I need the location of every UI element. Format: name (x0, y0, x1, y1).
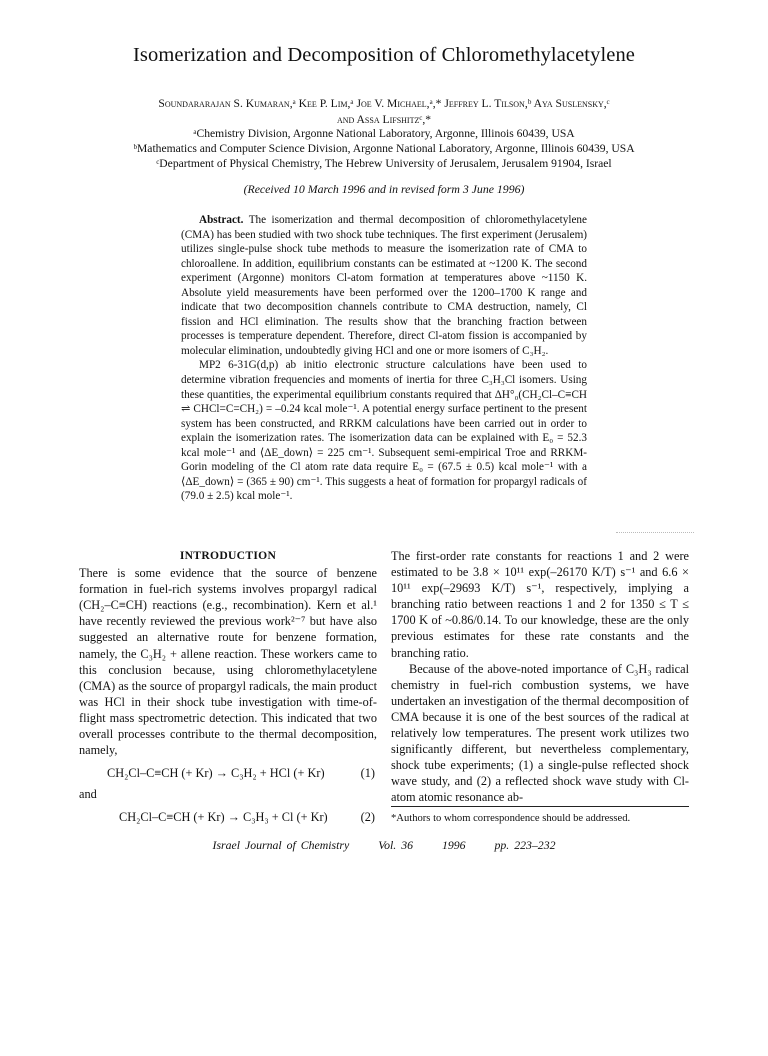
affiliations (60, 126, 708, 171)
author-list (80, 96, 688, 128)
right-paragraph-1: The first-order rate constants for reactions 1 and 2 were estimated to be 3.8 × 10¹¹ exp(–26170 K/T) s⁻¹ and 6.6 × 10¹¹ exp(–29693 K/T) s⁻¹, respectively, implying a branching ratio between reactions 1 and 2 for 1350 ≤ T ≤ 1700 K of ~0.86/0.14. To our knowledge, these are the only previous estimates for these rate constants and the branching ratio. (391, 549, 689, 660)
volume-number: Vol. 36 (378, 838, 413, 852)
equation-2 (79, 809, 377, 825)
and-connector: and (79, 787, 97, 802)
affiliation-a: ᵃChemistry Division, Argonne National Laboratory, Argonne, Illinois 60439, USA (193, 127, 575, 140)
abstract (181, 213, 587, 504)
affiliation-c: ᶜDepartment of Physical Chemistry, The Hebrew University of Jerusalem, Jerusalem 91904, Israel (156, 157, 612, 170)
author-line-2: and Assa Lifshitzᶜ,* (336, 113, 432, 126)
correspondence-footnote: *Authors to whom correspondence should be addressed. (391, 813, 631, 824)
publication-year: 1996 (441, 838, 466, 852)
equation-2-body: CH₂Cl–C≡CH (+ Kr) → C₃H₃ + Cl (+ Kr) (119, 810, 328, 825)
equation-1-body: CH₂Cl–C≡CH (+ Kr) → C₃H₂ + HCl (+ Kr) (107, 766, 325, 781)
footnote-rule (391, 806, 689, 807)
intro-paragraph: There is some evidence that the source of benzene formation in fuel-rich systems involves propargyl radical (CH₂–C≡CH) reactions (e.g., recombination). Kern et al.¹ have recently reviewed the previous work²⁻⁷ but have also suggested an alternative route for benzene formation, namely, the C₃H₂ + allene reaction. These workers came to this conclusion because, using chloromethylacetylene (CMA) as the source of propargyl radicals, the main product was HCl in their shock tube investigation with time-of-flight mass spectrometric detection. This indicated that two overall processes contribute to the thermal decomposition, namely, (79, 566, 377, 758)
abstract-paragraph-1: Abstract. The isomerization and thermal decomposition of chloromethylacetylene (CMA) has been studied with two shock tube techniques. The first experiment (Jerusalem) utilizes single-pulse shock tube methods to measure the isomerization rate of CMA to chloroallene. In addition, equilibrium constants can be estimated at ~1200 K. The second experiment (Argonne) monitors Cl-atom formation at temperatures above ~1150 K. Absolute yield measurements have been performed over the 1200–1700 K range and indicate that two decomposition channels contribute to CMA destruction, namely, Cl fission and HCl elimination. The results show that the branching fraction between processes is temperature dependent. Therefore, direct Cl-atom fission is accompanied by molecular elimination, undoubtedly giving HCl and one or more isomers of C₃H₂. (181, 214, 587, 357)
section-divider (616, 532, 694, 534)
right-column (391, 548, 689, 806)
left-column (79, 548, 377, 833)
article-title: Isomerization and Decomposition of Chloromethylacetylene (132, 44, 635, 66)
equation-2-number: (2) (360, 810, 375, 825)
equation-1 (79, 765, 377, 781)
page-range: pp. 223–232 (494, 838, 556, 852)
page-footer (0, 838, 768, 853)
section-heading-introduction: INTRODUCTION (179, 549, 277, 562)
received-dates: (Received 10 March 1996 and in revised form 3 June 1996) (243, 182, 525, 196)
affiliation-b: ᵇMathematics and Computer Science Division, Argonne National Laboratory, Argonne, Illinois 60439, USA (133, 142, 635, 155)
abstract-paragraph-2: MP2 6-31G(d,p) ab initio electronic structure calculations have been used to determine vibration frequencies and moments of inertia for three C₃H₃Cl isomers. Using these quantities, the experimental equilibrium constants required that ΔH°₀(CH₂Cl–C≡CH ⇌ CHCl=C=CH₂) = –0.24 kcal mole⁻¹. A potential energy surface pertinent to the present system has been constructed, and RRKM calculations have been carried out in order to explain the isomerization rates. The isomerization data can be explained with E₀ = 52.3 kcal mole⁻¹ and ⟨ΔE_down⟩ = 225 cm⁻¹. Subsequent semi-empirical Troe and RRKM-Gorin modeling of the Cl atom rate data require E₀ = (67.5 ± 0.5) kcal mole⁻¹ with a ⟨ΔE_down⟩ = (365 ± 90) cm⁻¹. This suggests a heat of formation for propargyl radicals of (79.0 ± 2.5) kcal mole⁻¹. (181, 359, 587, 503)
abstract-heading: Abstract. (199, 214, 244, 226)
journal-name: Israel Journal of Chemistry (212, 838, 350, 852)
equation-1-number: (1) (360, 766, 375, 781)
author-line-1: Soundararajan S. Kumaran,ᵃ Kee P. Lim,ᵃ Joe V. Michael,ᵃ,* Jeffrey L. Tilson,ᵇ Aya Suslensky,ᶜ (158, 97, 610, 110)
right-paragraph-2: Because of the above-noted importance of C₃H₃ radical chemistry in fuel-rich combustion systems, we have undertaken an investigation of the thermal decomposition of CMA because it is one of the best sources of the radical at relatively low temperatures. The present work utilizes two significantly different, but nevertheless complementary, shock tube experiments; (1) a single-pulse reflected shock wave study, and (2) a reflected shock wave study with Cl-atom atomic resonance ab- (391, 661, 689, 805)
